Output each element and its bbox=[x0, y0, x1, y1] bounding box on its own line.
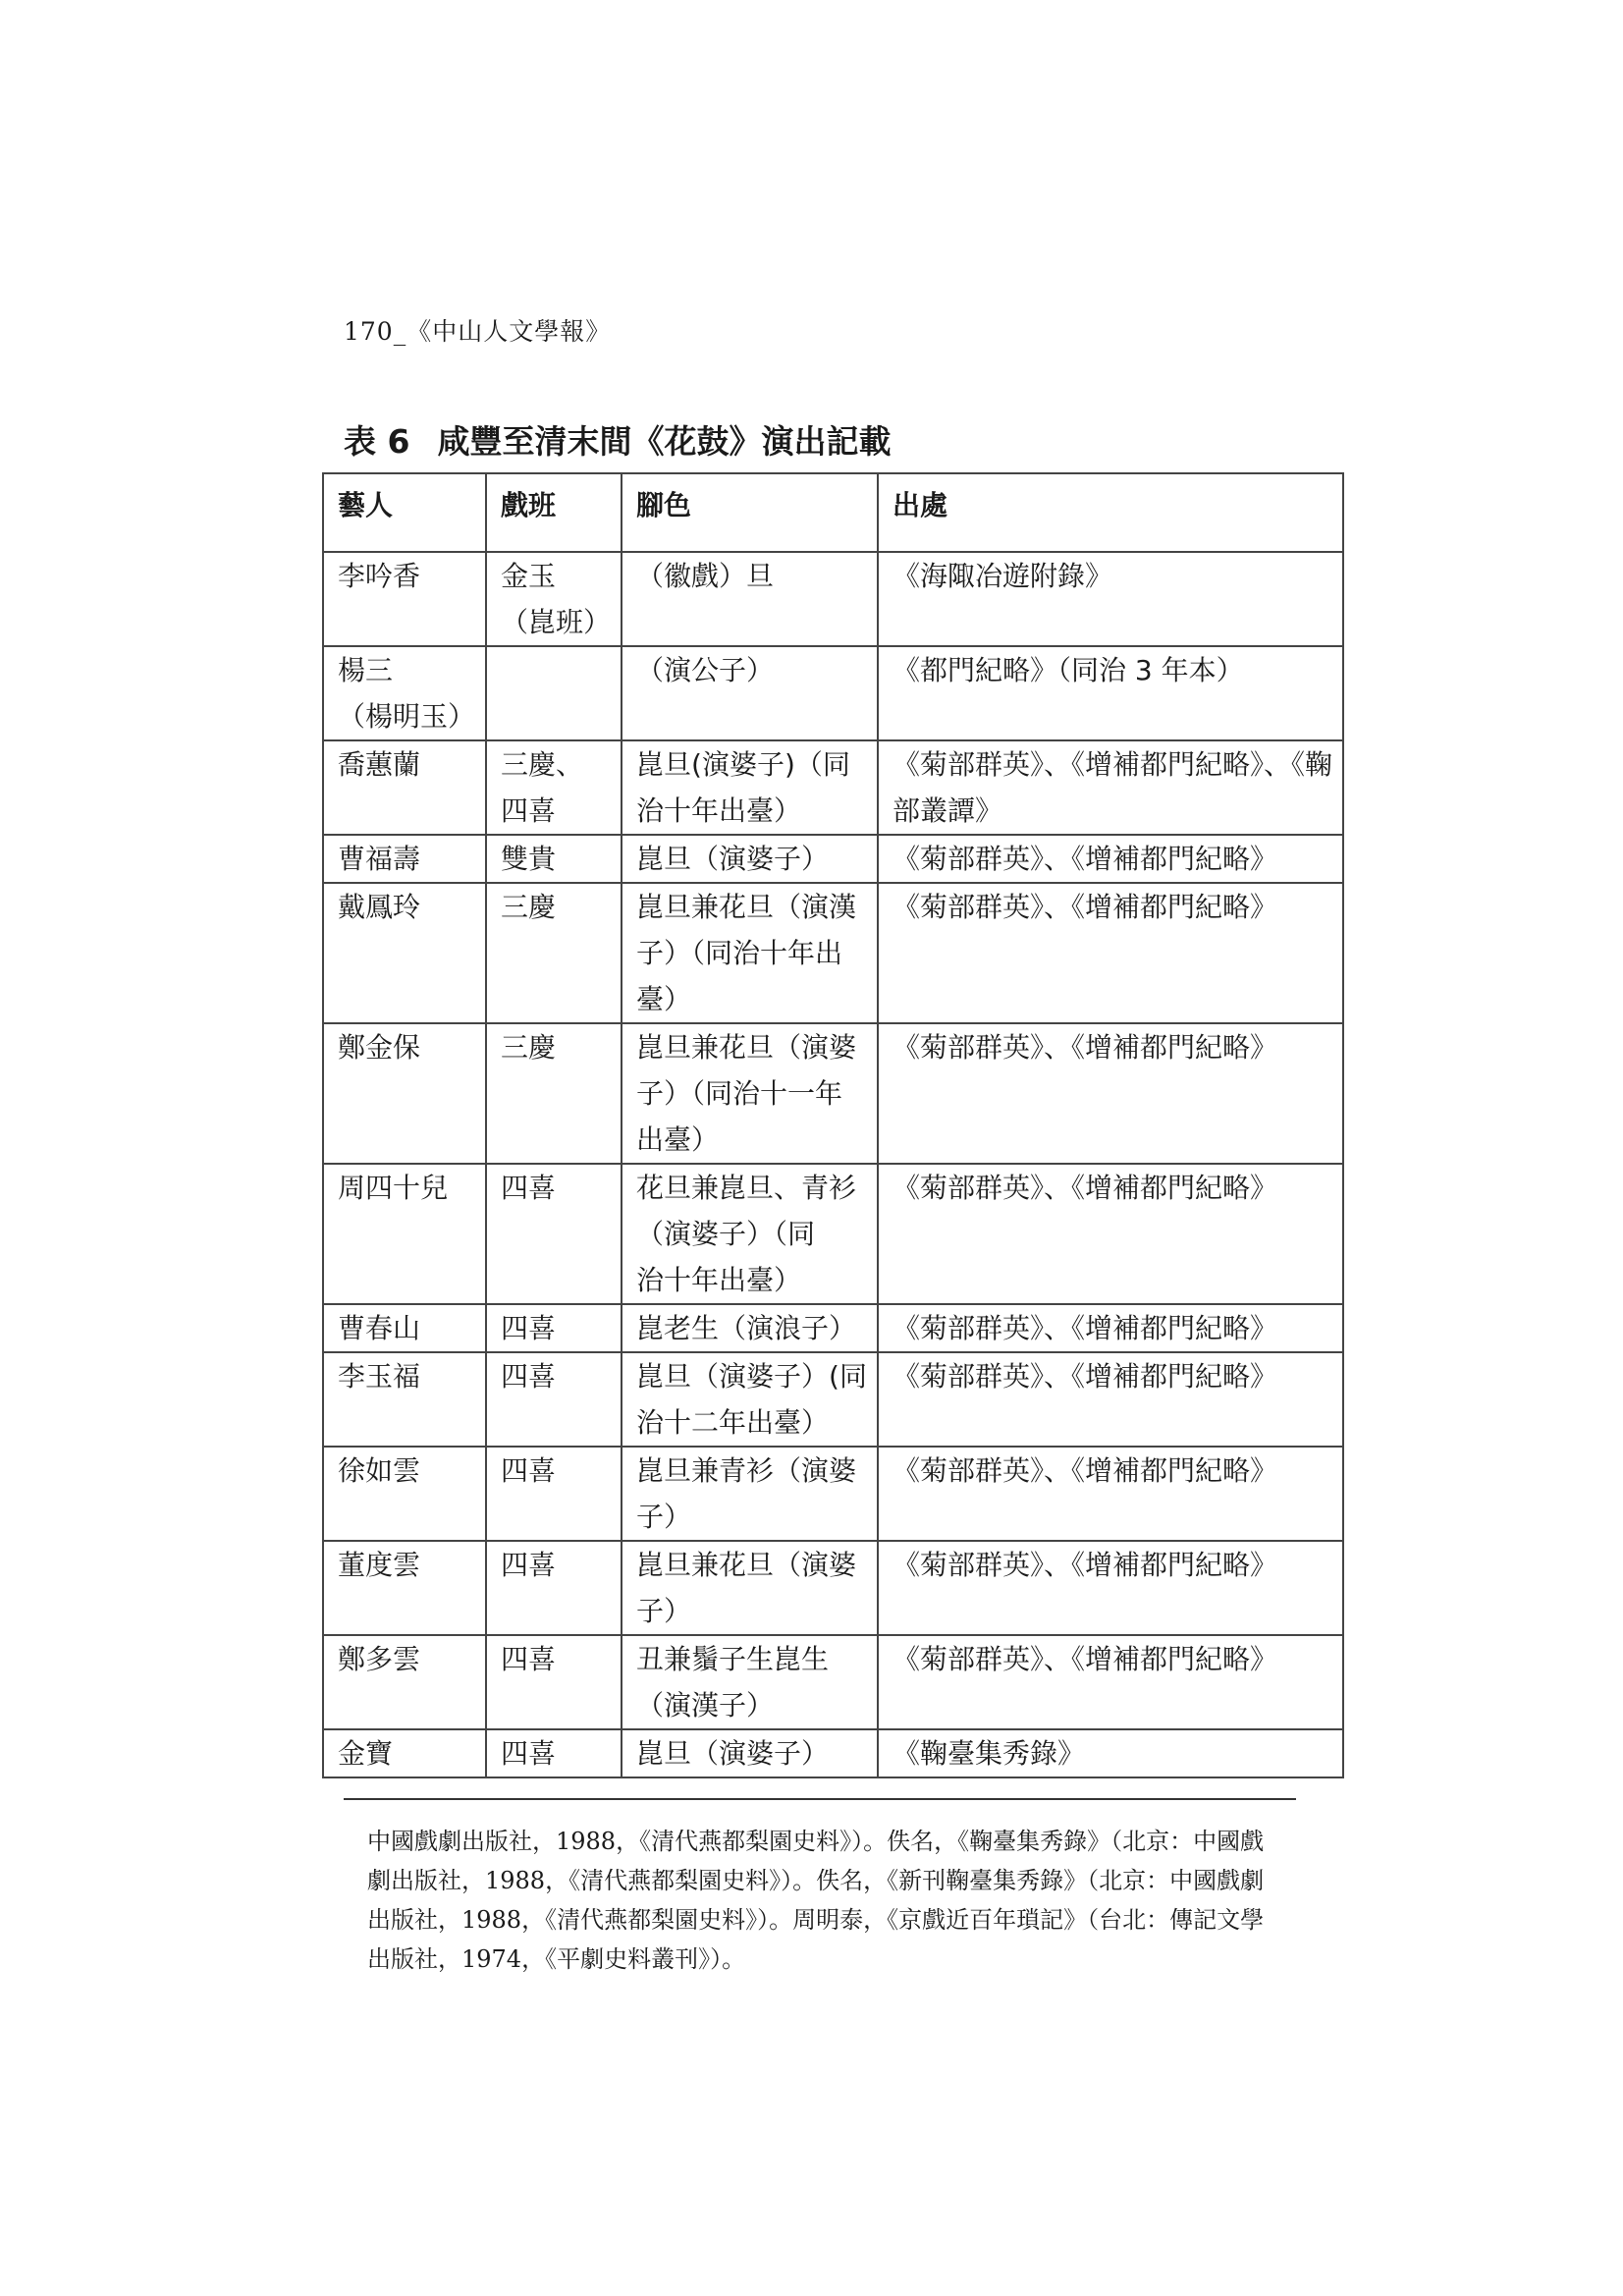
cell-troupe bbox=[486, 1729, 622, 1777]
cell-artist bbox=[323, 552, 486, 646]
cell-line: 治十年出臺） bbox=[636, 1264, 802, 1296]
cell-artist bbox=[323, 1304, 486, 1352]
table-row bbox=[323, 835, 1343, 883]
cell-role bbox=[622, 1304, 878, 1352]
footnote-line: 出版社，1988，《清代燕都梨園史料》）。周明泰，《京戲近百年瑣記》（台北：傳記文學 bbox=[367, 1906, 1265, 1934]
table-title bbox=[344, 416, 891, 463]
cell-line: 子） bbox=[636, 1501, 692, 1533]
table-row bbox=[323, 1023, 1343, 1164]
cell-role bbox=[622, 552, 878, 646]
cell-role bbox=[622, 646, 878, 740]
header-source: 出處 bbox=[878, 473, 1343, 552]
cell-line: 子） bbox=[636, 1595, 692, 1627]
table-caption: 咸豐至清末間《花鼓》演出記載 bbox=[437, 422, 892, 461]
cell-line: 部叢譚》 bbox=[892, 794, 1002, 827]
cell-troupe bbox=[486, 1352, 622, 1447]
cell-line: 三慶 bbox=[501, 1031, 557, 1064]
cell-line: 臺） bbox=[636, 983, 692, 1015]
cell-line: 治十二年出臺） bbox=[636, 1406, 830, 1439]
cell-artist bbox=[323, 740, 486, 835]
cell-line: 楊三 bbox=[338, 654, 394, 686]
cell-role bbox=[622, 835, 878, 883]
cell-line: 四喜 bbox=[501, 1172, 557, 1204]
table-header-row bbox=[323, 473, 1343, 552]
cell-line: 周四十兒 bbox=[338, 1172, 449, 1204]
cell-artist bbox=[323, 1352, 486, 1447]
cell-line: 《菊部群英》、《增補都門紀略》 bbox=[892, 1360, 1277, 1393]
cell-source bbox=[878, 835, 1343, 883]
cell-line: 《菊部群英》、《增補都門紀略》 bbox=[892, 1031, 1277, 1064]
cell-line: 鄭多雲 bbox=[338, 1643, 421, 1675]
cell-line: 董度雲 bbox=[338, 1549, 421, 1581]
cell-line: 金寶 bbox=[338, 1737, 394, 1770]
cell-line: 雙貴 bbox=[501, 843, 557, 875]
cell-role bbox=[622, 740, 878, 835]
cell-line: （演漢子） bbox=[636, 1689, 775, 1722]
cell-source bbox=[878, 646, 1343, 740]
cell-artist bbox=[323, 1164, 486, 1304]
cell-source bbox=[878, 740, 1343, 835]
cell-troupe bbox=[486, 1164, 622, 1304]
cell-line: 《海陬冶遊附錄》 bbox=[892, 560, 1112, 592]
cell-line: 四喜 bbox=[501, 794, 557, 827]
cell-troupe bbox=[486, 552, 622, 646]
cell-role bbox=[622, 1447, 878, 1541]
cell-role bbox=[622, 1729, 878, 1777]
table-row bbox=[323, 1541, 1343, 1635]
table-row bbox=[323, 740, 1343, 835]
cell-artist bbox=[323, 883, 486, 1023]
running-head: 170_《中山人文學報》 bbox=[344, 317, 612, 346]
cell-troupe bbox=[486, 1304, 622, 1352]
header-role: 腳色 bbox=[622, 473, 878, 552]
cell-line: 四喜 bbox=[501, 1312, 557, 1344]
cell-line: 《菊部群英》、《增補都門紀略》 bbox=[892, 1643, 1277, 1675]
table-row bbox=[323, 1729, 1343, 1777]
cell-troupe bbox=[486, 646, 622, 740]
cell-line: （崑班） bbox=[501, 606, 612, 638]
cell-troupe bbox=[486, 740, 622, 835]
performance-table-body bbox=[323, 473, 1343, 1777]
cell-line: 《菊部群英》、《增補都門紀略》 bbox=[892, 1454, 1277, 1487]
cell-line: 《菊部群英》、《增補都門紀略》、《鞠 bbox=[892, 748, 1332, 781]
cell-line: 崑旦（演婆子） bbox=[636, 1737, 830, 1770]
cell-source bbox=[878, 1164, 1343, 1304]
cell-line: 治十年出臺） bbox=[636, 794, 802, 827]
cell-artist bbox=[323, 1023, 486, 1164]
cell-line: 《菊部群英》、《增補都門紀略》 bbox=[892, 843, 1277, 875]
cell-line: 《菊部群英》、《增補都門紀略》 bbox=[892, 1172, 1277, 1204]
cell-source bbox=[878, 883, 1343, 1023]
cell-role bbox=[622, 1164, 878, 1304]
table-row bbox=[323, 1164, 1343, 1304]
cell-source bbox=[878, 1304, 1343, 1352]
table-row bbox=[323, 1304, 1343, 1352]
cell-troupe bbox=[486, 1541, 622, 1635]
cell-troupe bbox=[486, 835, 622, 883]
cell-line: 《都門紀略》（同治 3 年本） bbox=[892, 654, 1244, 686]
table-row bbox=[323, 1447, 1343, 1541]
cell-line: 鄭金保 bbox=[338, 1031, 421, 1064]
cell-line: 子）（同治十年出 bbox=[636, 937, 843, 969]
cell-line: （演婆子）（同 bbox=[636, 1218, 816, 1250]
cell-line: 四喜 bbox=[501, 1643, 557, 1675]
cell-artist bbox=[323, 1541, 486, 1635]
cell-troupe bbox=[486, 1635, 622, 1729]
cell-line: 崑旦兼花旦（演婆 bbox=[636, 1549, 857, 1581]
cell-line: 花旦兼崑旦、青衫 bbox=[636, 1172, 857, 1204]
cell-artist bbox=[323, 1635, 486, 1729]
cell-artist bbox=[323, 1729, 486, 1777]
cell-line: 出臺） bbox=[636, 1123, 720, 1156]
cell-source bbox=[878, 1541, 1343, 1635]
cell-line: 李玉福 bbox=[338, 1360, 421, 1393]
cell-line: 崑旦(演婆子)（同 bbox=[636, 748, 850, 781]
cell-line: 三慶、 bbox=[501, 748, 584, 781]
cell-line: 崑旦（演婆子）(同 bbox=[636, 1360, 867, 1393]
footnote bbox=[367, 1822, 1300, 1979]
cell-role bbox=[622, 883, 878, 1023]
cell-source bbox=[878, 1447, 1343, 1541]
cell-line: 子）（同治十一年 bbox=[636, 1077, 843, 1110]
cell-artist bbox=[323, 835, 486, 883]
cell-line: 四喜 bbox=[501, 1360, 557, 1393]
cell-artist bbox=[323, 646, 486, 740]
table-row bbox=[323, 1635, 1343, 1729]
table-row bbox=[323, 646, 1343, 740]
cell-line: （演公子） bbox=[636, 654, 775, 686]
cell-troupe bbox=[486, 883, 622, 1023]
cell-line: 崑旦兼花旦（演漢 bbox=[636, 891, 857, 923]
cell-source bbox=[878, 1023, 1343, 1164]
cell-role bbox=[622, 1635, 878, 1729]
cell-line: 李吟香 bbox=[338, 560, 421, 592]
header-artist: 藝人 bbox=[323, 473, 486, 552]
footnote-line: 出版社，1974，《平劇史料叢刊》）。 bbox=[367, 1945, 746, 1973]
table-row bbox=[323, 552, 1343, 646]
table-number: 表 6 bbox=[344, 422, 410, 461]
cell-line: 崑旦（演婆子） bbox=[636, 843, 830, 875]
cell-line: 《菊部群英》、《增補都門紀略》 bbox=[892, 1312, 1277, 1344]
cell-source bbox=[878, 1729, 1343, 1777]
cell-source bbox=[878, 1635, 1343, 1729]
cell-troupe bbox=[486, 1447, 622, 1541]
cell-line: （楊明玉） bbox=[338, 700, 476, 733]
cell-line: 戴鳳玲 bbox=[338, 891, 421, 923]
cell-line: 三慶 bbox=[501, 891, 557, 923]
cell-line: 徐如雲 bbox=[338, 1454, 421, 1487]
cell-artist bbox=[323, 1447, 486, 1541]
cell-line: 丑兼鬚子生崑生 bbox=[636, 1643, 830, 1675]
cell-source bbox=[878, 552, 1343, 646]
cell-line: 崑旦兼花旦（演婆 bbox=[636, 1031, 857, 1064]
cell-line: 崑老生（演浪子） bbox=[636, 1312, 857, 1344]
footnote-line: 劇出版社，1988，《清代燕都梨園史料》）。佚名，《新刊鞠臺集秀錄》（北京：中國戲劇 bbox=[367, 1867, 1265, 1894]
cell-troupe bbox=[486, 1023, 622, 1164]
footnote-rule bbox=[344, 1798, 1296, 1800]
performance-table bbox=[322, 472, 1344, 1778]
footnote-line: 中國戲劇出版社，1988，《清代燕都梨園史料》）。佚名，《鞠臺集秀錄》（北京：中國戲 bbox=[367, 1828, 1265, 1855]
cell-line: 曹春山 bbox=[338, 1312, 421, 1344]
cell-source bbox=[878, 1352, 1343, 1447]
cell-line: 四喜 bbox=[501, 1737, 557, 1770]
cell-line: 《鞠臺集秀錄》 bbox=[892, 1737, 1085, 1770]
cell-line: 四喜 bbox=[501, 1549, 557, 1581]
cell-role bbox=[622, 1023, 878, 1164]
cell-role bbox=[622, 1541, 878, 1635]
header-troupe: 戲班 bbox=[486, 473, 622, 552]
table-row bbox=[323, 883, 1343, 1023]
cell-line: 四喜 bbox=[501, 1454, 557, 1487]
cell-line: 崑旦兼青衫（演婆 bbox=[636, 1454, 857, 1487]
table-row bbox=[323, 1352, 1343, 1447]
cell-line: 金玉 bbox=[501, 560, 557, 592]
cell-line: 喬蕙蘭 bbox=[338, 748, 421, 781]
cell-line: （徽戲）旦 bbox=[636, 560, 775, 592]
cell-line: 《菊部群英》、《增補都門紀略》 bbox=[892, 891, 1277, 923]
cell-role bbox=[622, 1352, 878, 1447]
cell-line: 曹福壽 bbox=[338, 843, 421, 875]
cell-line: 《菊部群英》、《增補都門紀略》 bbox=[892, 1549, 1277, 1581]
